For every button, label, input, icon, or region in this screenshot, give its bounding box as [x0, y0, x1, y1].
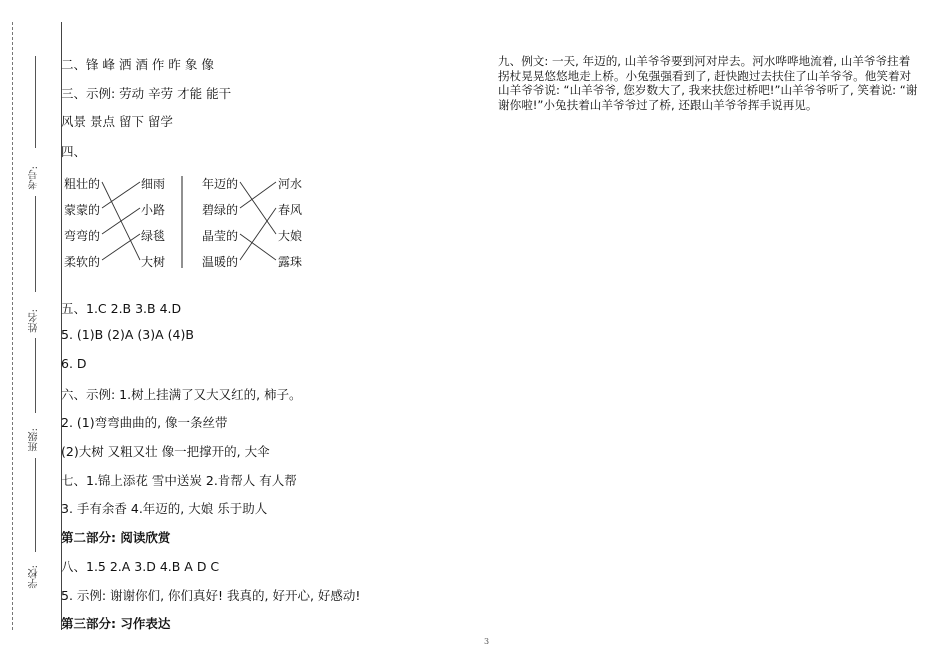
part-2-heading: 第二部分: 阅读欣赏 [61, 530, 171, 545]
match-right-b-1: 河水 [278, 177, 303, 191]
school-label: 学校: [29, 565, 40, 589]
answer-section-6-line-1: 六、示例: 1.树上挂满了又大又红的, 柿子。 [61, 387, 302, 402]
answer-section-4-heading: 四、 [61, 144, 87, 159]
answer-section-8-line-1: 八、1.5 2.A 3.D 4.B A D C [61, 559, 220, 574]
match-left-a-2: 蒙蒙的 [64, 203, 101, 217]
match-line-3 [102, 208, 140, 234]
answer-section-3-line-1: 三、示例: 劳动 辛劳 才能 能干 [61, 86, 232, 101]
name-label: 姓名: [29, 309, 40, 333]
answer-section-8-line-2: 5. 示例: 谢谢你们, 你们真好! 我真的, 好开心, 好感动! [61, 588, 361, 603]
answer-section-5-line-2: 5. (1)B (2)A (3)A (4)B [61, 327, 194, 342]
match-right-b-4: 露珠 [278, 255, 303, 269]
match-line-8 [240, 208, 276, 260]
match-line-7 [240, 234, 276, 260]
match-left-a-3: 弯弯的 [64, 229, 101, 243]
answer-section-6-line-3: (2)大树 又粗又壮 像一把撑开的, 大伞 [61, 444, 270, 459]
match-left-a-1: 粗壮的 [64, 177, 101, 191]
match-right-b-3: 大娘 [278, 229, 303, 243]
match-right-a-3: 晶莹的 [202, 229, 239, 243]
match-line-4 [102, 234, 140, 260]
match-left-b-3: 绿毯 [141, 229, 166, 243]
answer-section-5-line-1: 五、1.C 2.B 3.B 4.D [61, 301, 182, 316]
answer-section-7-line-1: 七、1.锦上添花 雪中送炭 2.肯帮人 有人帮 [61, 473, 297, 488]
match-right-a-2: 碧绿的 [202, 203, 239, 217]
page-number: 3 [484, 637, 490, 646]
part-3-heading: 第三部分: 习作表达 [61, 616, 171, 631]
match-right-a-4: 温暖的 [202, 255, 239, 269]
answer-section-7-line-2: 3. 手有余香 4.年迈的, 大娘 乐于助人 [61, 501, 268, 516]
exam-number-label: 考号: [29, 166, 40, 190]
class-label: 班级: [29, 428, 40, 452]
match-left-b-4: 大树 [141, 255, 166, 269]
match-left-b-1: 细雨 [141, 177, 166, 191]
match-line-5 [240, 182, 276, 234]
match-line-2 [102, 182, 140, 208]
match-right-b-2: 春风 [278, 203, 303, 217]
sample-essay: 九、例文: 一天, 年迈的, 山羊爷爷要到河对岸去。河水哗哗地流着, 山羊爷爷拄着拐杖晃晃悠悠地走上桥。小兔强强看到了, 赶快跑过去扶住了山羊爷爷。他笑着对山羊爷爷说: “山羊爷爷, 您岁数大了, 我来扶您过桥吧!”山羊爷爷听了, 笑着说: “谢谢你啦!”小兔扶着山羊爷爷过了桥, 还跟山羊爷爷挥手说再见。 [498, 54, 918, 112]
answer-section-5-line-3: 6. D [61, 356, 87, 371]
match-right-a-1: 年迈的 [202, 177, 239, 191]
match-line-6 [240, 182, 276, 208]
match-left-a-4: 柔软的 [64, 255, 101, 269]
answer-section-6-line-2: 2. (1)弯弯曲曲的, 像一条丝带 [61, 415, 228, 430]
match-left-b-2: 小路 [141, 203, 166, 217]
answer-section-3-line-2: 风景 景点 留下 留学 [61, 114, 173, 129]
answer-section-2: 二、锋 峰 洒 酒 作 昨 象 像 [61, 57, 214, 72]
